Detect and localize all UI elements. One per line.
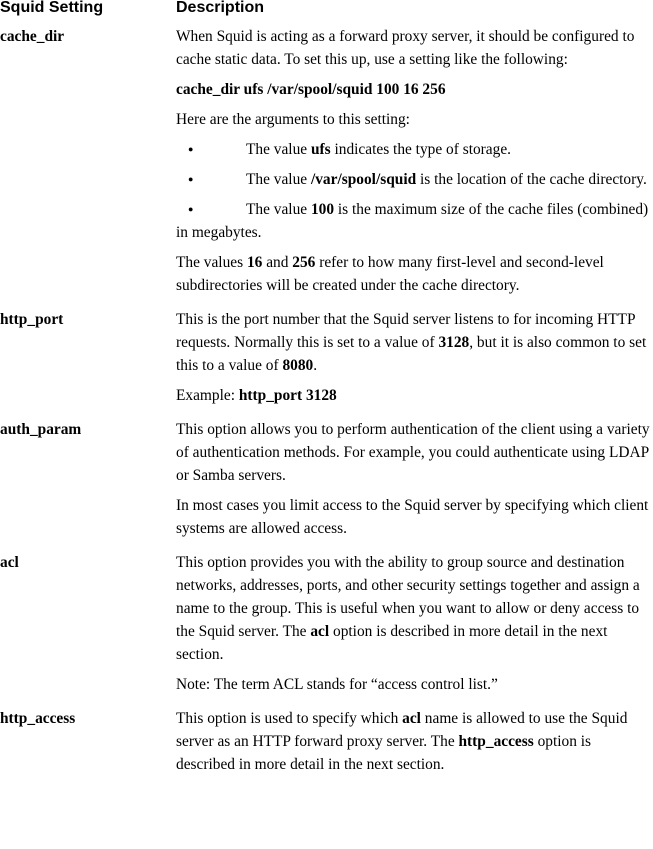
description-paragraph: This option allows you to perform authentication of the client using a variety of authentication methods. For example, you could authenticate using LDAP or Samba servers.	[176, 421, 650, 484]
bold-term: 8080	[282, 357, 314, 374]
bullet-dot-icon: ●	[188, 174, 194, 184]
bullet-dot-icon: ●	[188, 204, 194, 214]
bullet-item: ● The value ufs indicates the type of storage.	[176, 138, 653, 161]
setting-name: auth_param	[0, 421, 82, 438]
setting-description	[176, 308, 653, 407]
bold-term: 3128	[438, 334, 470, 351]
bold-term: ufs	[310, 141, 331, 158]
bold-term: acl	[310, 623, 330, 640]
description-paragraph: Example: http_port 3128	[176, 387, 337, 404]
bullet-item: ● The value /var/spool/squid is the location of the cache directory.	[176, 168, 653, 191]
bold-term: 256	[292, 254, 316, 271]
bullet-item: ● The value 100 is the maximum size of the cache files (combined) in megabytes.	[176, 198, 653, 244]
settings-table	[0, 25, 653, 776]
bold-term: 100	[310, 201, 335, 218]
header-squid-setting: Squid Setting	[0, 0, 104, 16]
bold-term: acl	[402, 710, 421, 727]
description-paragraph: Note: The term ACL stands for “access control list.”	[176, 676, 498, 693]
bold-term: http_access	[458, 733, 534, 750]
description-paragraph	[176, 78, 653, 101]
header-description: Description	[176, 0, 265, 16]
setting-description	[176, 418, 653, 540]
bold-term: 16	[246, 254, 263, 271]
setting-row-http-port	[0, 308, 653, 407]
setting-row-auth-param	[0, 418, 653, 540]
description-paragraph: When Squid is acting as a forward proxy server, it should be configured to cache static data. To set this up, use a setting like the following:	[176, 28, 635, 68]
description-paragraph: This option is used to specify which acl name is allowed to use the Squid server as an HTTP forward proxy server. The http_access option is described in more detail in the next section.	[176, 710, 628, 773]
description-paragraph: The values 16 and 256 refer to how many first-level and second-level subdirectories will be created under the cache directory.	[176, 254, 604, 294]
description-paragraph: In most cases you limit access to the Squid server by specifying which client systems are allowed access.	[176, 497, 649, 537]
setting-description	[176, 551, 653, 696]
setting-row-http-access	[0, 707, 653, 776]
setting-name: http_access	[0, 710, 76, 727]
description-paragraph: Here are the arguments to this setting:	[176, 111, 410, 128]
bold-term: cache_dir ufs /var/spool/squid 100 16 256	[176, 81, 446, 98]
bold-term: /var/spool/squid	[310, 171, 417, 188]
bullet-dot-icon: ●	[188, 144, 194, 154]
bold-term: http_port 3128	[238, 387, 337, 404]
setting-description	[176, 25, 653, 297]
setting-name: http_port	[0, 311, 64, 328]
setting-row-cache-dir	[0, 25, 653, 297]
setting-row-acl	[0, 551, 653, 696]
table-header	[0, 0, 653, 19]
setting-name: acl	[0, 554, 19, 571]
setting-name: cache_dir	[0, 28, 65, 45]
setting-description	[176, 707, 653, 776]
description-paragraph: This is the port number that the Squid server listens to for incoming HTTP requests. Normally this is set to a value of 3128, but it is also common to set this to a value of 8080.	[176, 311, 647, 374]
description-paragraph: This option provides you with the ability to group source and destination networks, addresses, ports, and other security settings together and assign a name to the group. This is useful when you want to allow or deny access to the Squid server. The acl option is described in more detail in the next section.	[176, 554, 640, 663]
